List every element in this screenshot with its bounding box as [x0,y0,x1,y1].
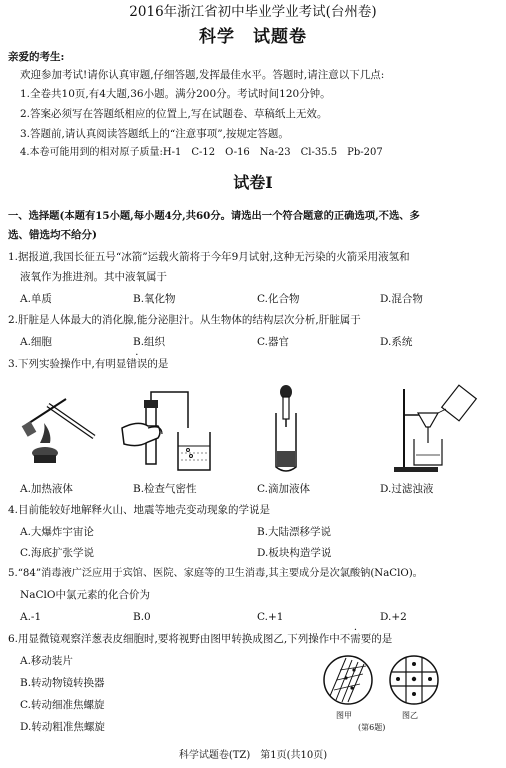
q4-stem: 4.目前能较好地解释火山、地震等地壳变动现象的学说是 [8,504,271,516]
notice-item-1: 1.全卷共10页,有4大题,36小题。满分200分。考试时间120分钟。 [20,88,331,100]
q3-emphasis: 错误 [126,358,148,370]
airtight-check-figure [118,388,218,478]
q4-option-c: C.海底扩张学说 [20,547,94,559]
notice-intro: 欢迎参加考试!请你认真审题,仔细答题,发挥最佳水平。答题时,请注意以下几点: [20,69,385,81]
fig-label-a: 图甲 [336,711,352,720]
exam-subtitle: 科学 试题卷 [199,27,307,47]
fig-caption: (第6题) [358,723,386,732]
q1-option-b: B.氧化物 [133,293,176,305]
q2-option-b: B.组织 [133,336,166,348]
q5-stem-line1: 5.“84”消毒液广泛应用于宾馆、医院、家庭等的卫生消毒,其主要成分是次氯酸钠(NaClO)。 [8,568,423,579]
q1-option-d: D.混合物 [380,293,423,305]
q6-emphasis: 不需要 [339,633,372,645]
q3-option-d: D.过滤浊液 [380,483,434,495]
page-footer: 科学试题卷(TZ) 第1页(共10页) [178,750,328,761]
part1-instructions-line1: 一、选择题(本题有15小题,每小题4分,共60分。请选出一个符合题意的正确选项,不选、多 [8,210,420,222]
notice-item-4: 4.本卷可能用到的相对原子质量:H-1 C-12 O-16 Na-23 Cl-35.5 Pb-207 [20,147,383,158]
q6-option-a: A.移动装片 [20,655,73,667]
q1-stem-line2: 液氧作为推进剂。其中液氧属于 [20,271,167,283]
q2-option-c: C.器官 [257,336,289,348]
dropping-liquid-figure [268,383,308,475]
q6-option-b: B.转动物镜转换器 [20,677,105,689]
q2-stem: 2.肝脏是人体最大的消化腺,能分泌胆汁。从生物体的结构层次分析,肝脏属于 [8,314,361,326]
q5-option-d: D.+2 [380,611,407,623]
q4-option-a: A.大爆炸宇宙论 [20,526,94,538]
exam-title: 2016年浙江省初中毕业学业考试(台州卷) [129,4,377,20]
q6-option-d: D.转动粗准焦螺旋 [20,721,105,733]
section-title: 试卷Ⅰ [233,173,273,192]
q5-option-b: B.0 [133,611,151,623]
q6-stem: 6.用显微镜观察洋葱表皮细胞时,要将视野由图甲转换成图乙,下列操作中不需要的是 [8,633,393,645]
notice-greeting: 亲爱的考生: [8,51,65,63]
q3-option-c: C.滴加液体 [257,483,310,495]
q2-option-a: A.细胞 [20,336,52,348]
q5-option-a: A.-1 [20,611,42,623]
microscope-view-b-figure [388,654,440,706]
fig-label-b: 图乙 [402,711,418,720]
q4-option-d: D.板块构造学说 [257,547,332,559]
q1-option-a: A.单质 [20,293,52,305]
q5-stem-line2: NaClO中氯元素的化合价为 [20,589,150,601]
q3-stem: 3.下列实验操作中,有明显错误的是 [8,358,169,370]
q2-option-d: D.系统 [380,336,413,348]
q4-option-b: B.大陆漂移学说 [257,526,332,538]
q5-option-c: C.+1 [257,611,284,623]
microscope-view-a-figure [322,654,374,706]
part1-instructions-line2: 选、错选均不给分) [8,229,97,241]
filtering-figure [388,383,488,475]
q3-option-a: A.加热液体 [20,483,73,495]
q6-option-c: C.转动细准焦螺旋 [20,699,105,711]
notice-item-2: 2.答案必须写在答题纸相应的位置上,写在试题卷、草稿纸上无效。 [20,108,328,120]
heating-liquid-figure [20,383,110,473]
q1-stem-line1: 1.据报道,我国长征五号“冰箭”运载火箭将于今年9月试射,这种无污染的火箭采用液氢和 [8,251,410,263]
q1-option-c: C.化合物 [257,293,300,305]
q3-option-b: B.检查气密性 [133,483,197,495]
notice-item-3: 3.答题前,请认真阅读答题纸上的“注意事项”,按规定答题。 [20,128,289,140]
